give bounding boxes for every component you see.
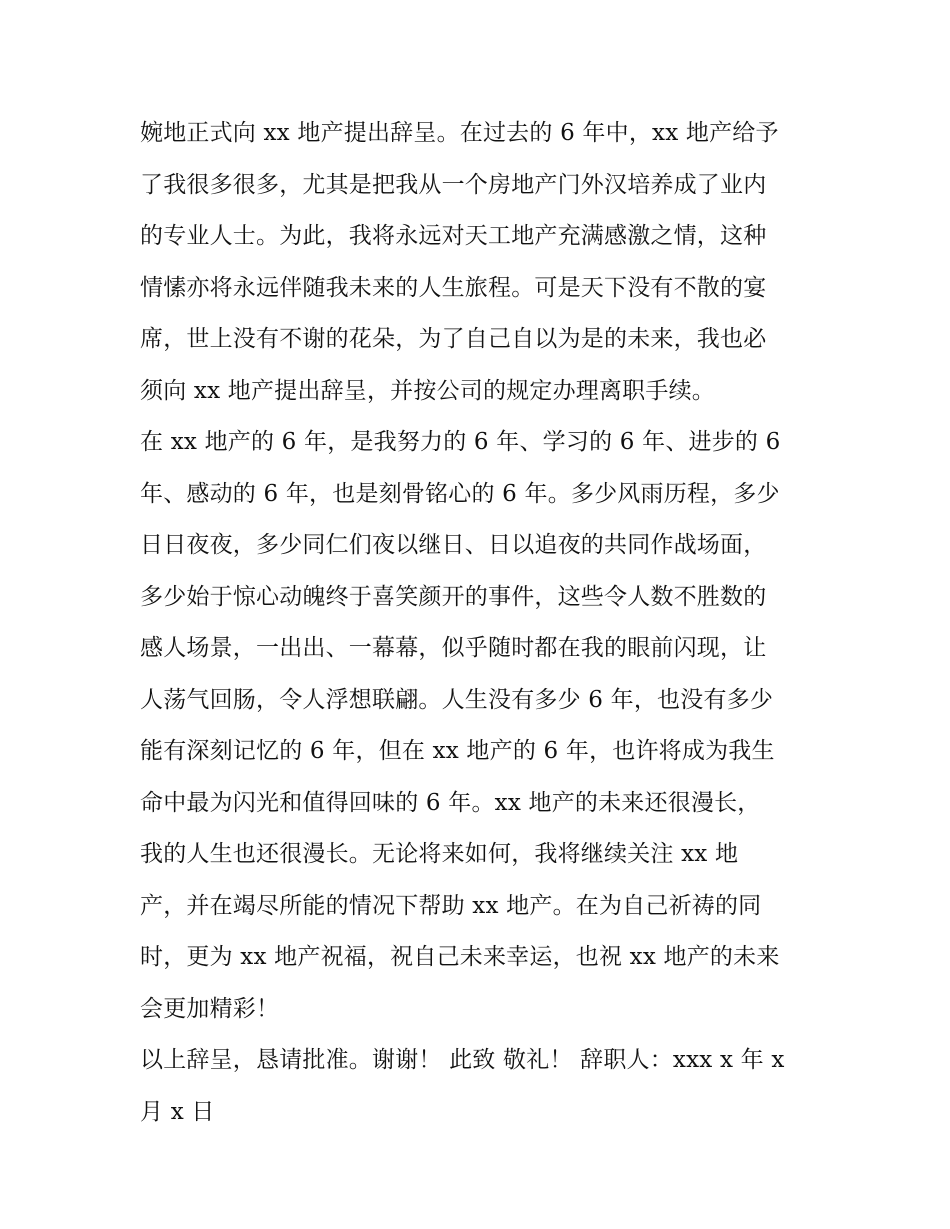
- text-line: 产，并在竭尽所能的情况下帮助 xx 地产。在为自己祈祷的同: [140, 892, 762, 919]
- text-line: 的专业人士。为此，我将永远对天工地产充满感激之情，这种: [140, 223, 767, 249]
- text-line: 了我很多很多，尤其是把我从一个房地产门外汉培养成了业内: [140, 171, 767, 198]
- text-line: 会更加精彩！: [140, 995, 280, 1022]
- text-line: 月 x 日: [140, 1098, 215, 1125]
- text-line: 婉地正式向 xx 地产提出辞呈。在过去的 6 年中，xx 地产给予: [140, 120, 779, 146]
- text-line: 情愫亦将永远伴随我未来的人生旅程。可是天下没有不散的宴: [140, 274, 767, 301]
- text-line: 能有深刻记忆的 6 年，但在 xx 地产的 6 年，也许将成为我生: [140, 738, 775, 764]
- text-line: 须向 xx 地产提出辞呈，并按公司的规定办理离职手续。: [140, 377, 715, 404]
- text-line: 时，更为 xx 地产祝福，祝自己未来幸运，也祝 xx 地产的未来: [140, 944, 780, 970]
- text-line: 日日夜夜，多少同仁们夜以继日、日以追夜的共同作战场面，: [140, 532, 767, 558]
- text-line: 感人场景，一出出、一幕幕，似乎随时都在我的眼前闪现，让: [140, 635, 767, 661]
- text-line: 以上辞呈，恳请批准。谢谢！ 此致 敬礼！ 辞职人：xxx x 年 x: [140, 1047, 785, 1073]
- text-line: 我的人生也还很漫长。无论将来如何，我将继续关注 xx 地: [140, 841, 739, 867]
- text-line: 多少始于惊心动魄终于喜笑颜开的事件，这些令人数不胜数的: [140, 583, 767, 610]
- text-line: 命中最为闪光和值得回味的 6 年。xx 地产的未来还很漫长，: [140, 789, 761, 816]
- text-line: 人荡气回肠，令人浮想联翩。人生没有多少 6 年，也没有多少: [140, 686, 774, 713]
- resignation-letter-body: [140, 108, 820, 1138]
- text-line: 年、感动的 6 年，也是刻骨铭心的 6 年。多少风雨历程，多少: [140, 480, 780, 507]
- text-line: 席，世上没有不谢的花朵，为了自己自以为是的未来，我也必: [140, 326, 767, 352]
- text-line: 在 xx 地产的 6 年，是我努力的 6 年、学习的 6 年、进步的 6: [140, 429, 781, 455]
